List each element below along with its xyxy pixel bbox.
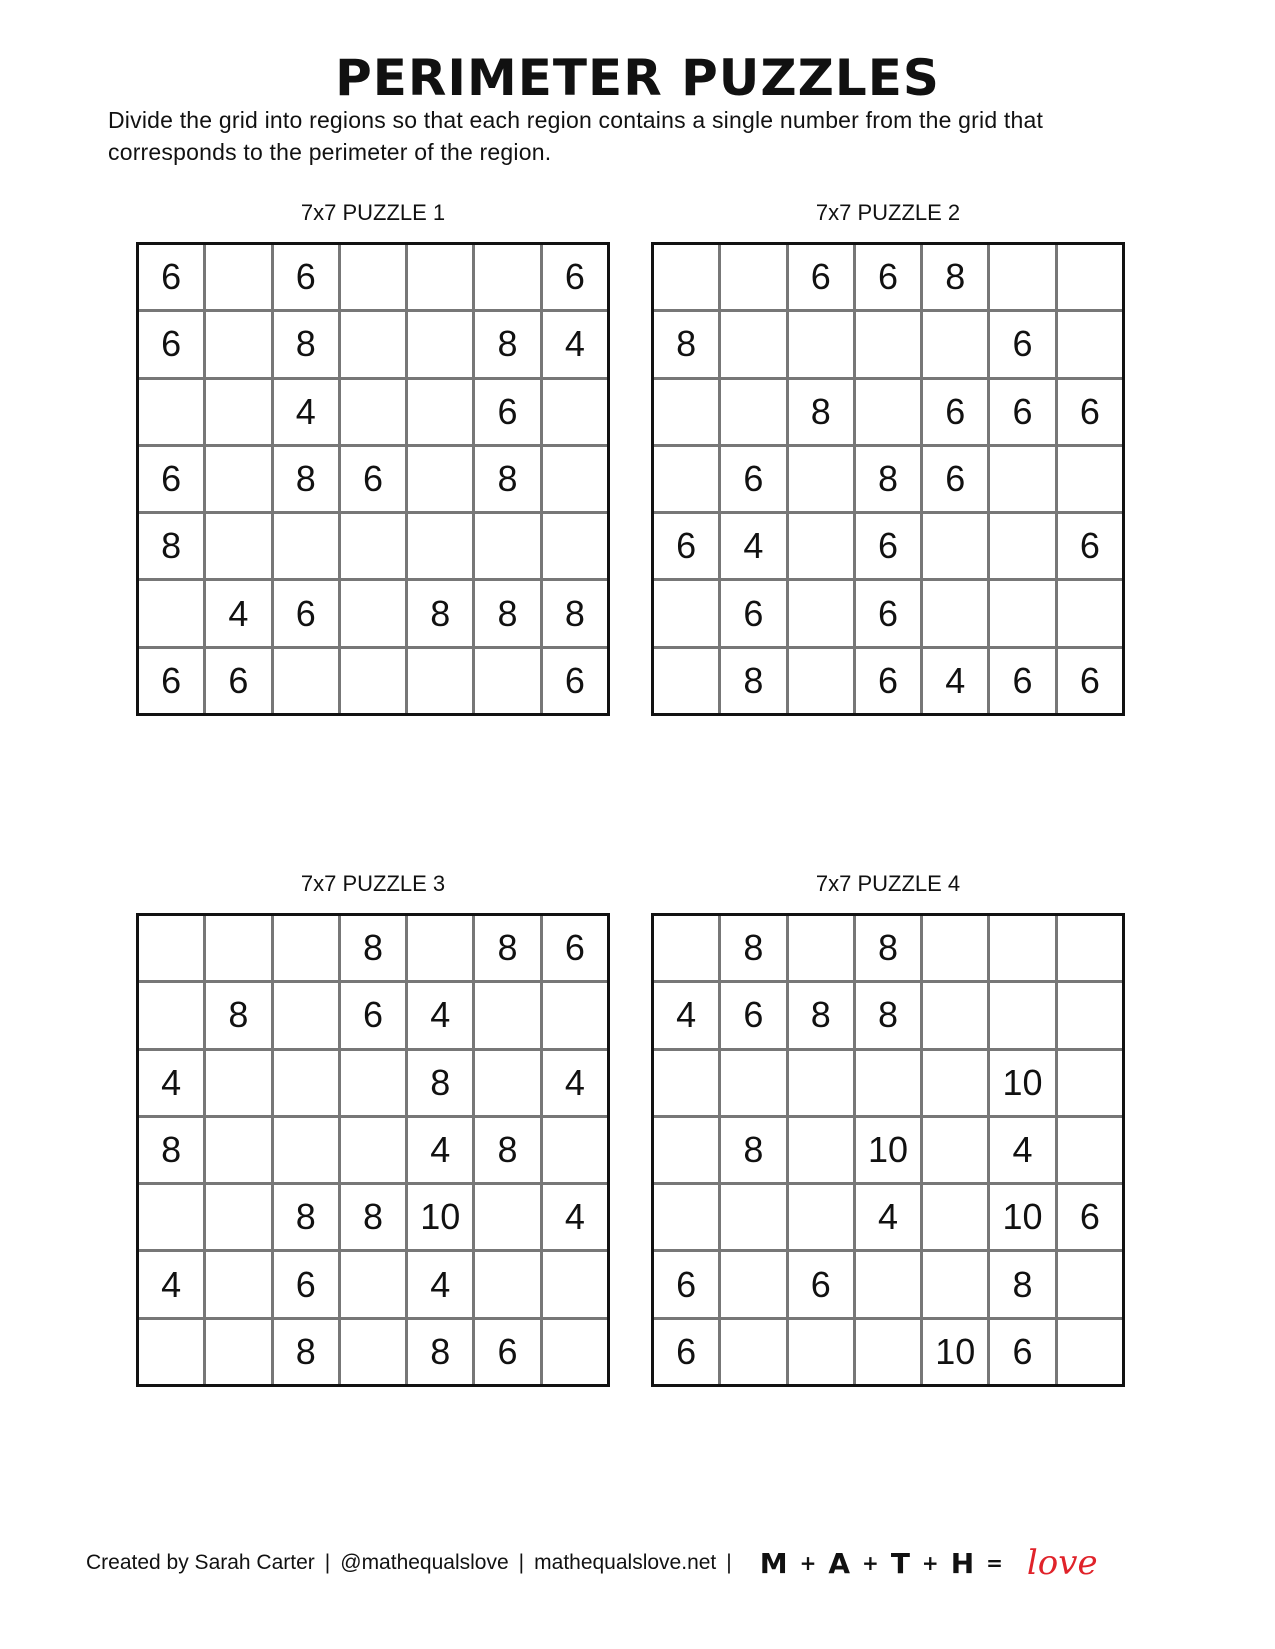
grid-cell bbox=[274, 649, 338, 713]
grid-cell: 10 bbox=[408, 1185, 472, 1249]
grid-cell bbox=[923, 1051, 987, 1115]
grid-cell: 6 bbox=[923, 447, 987, 511]
grid-cell bbox=[923, 312, 987, 376]
grid-cell: 4 bbox=[408, 1252, 472, 1316]
grid-cell bbox=[721, 1185, 785, 1249]
grid-cell: 8 bbox=[789, 380, 853, 444]
grid-cell bbox=[139, 983, 203, 1047]
grid-cell bbox=[206, 1252, 270, 1316]
brand-love-script: love bbox=[1026, 1543, 1098, 1583]
grid-cell: 6 bbox=[341, 447, 405, 511]
grid-cell bbox=[341, 245, 405, 309]
grid-cell bbox=[206, 380, 270, 444]
grid-cell bbox=[408, 380, 472, 444]
grid-cell bbox=[139, 1320, 203, 1384]
grid-cell: 8 bbox=[789, 983, 853, 1047]
brand-letter-m: M bbox=[759, 1546, 788, 1580]
puzzle-grid bbox=[651, 242, 1125, 716]
grid-cell bbox=[923, 1118, 987, 1182]
grid-cell bbox=[1058, 1252, 1122, 1316]
grid-cell bbox=[139, 916, 203, 980]
grid-cell bbox=[990, 514, 1054, 578]
grid-cell: 4 bbox=[408, 1118, 472, 1182]
grid-cell: 10 bbox=[990, 1185, 1054, 1249]
grid-cell bbox=[990, 983, 1054, 1047]
grid-cell bbox=[856, 1252, 920, 1316]
grid-cell: 8 bbox=[206, 983, 270, 1047]
grid-cell: 8 bbox=[654, 312, 718, 376]
grid-cell bbox=[408, 514, 472, 578]
grid-cell: 10 bbox=[923, 1320, 987, 1384]
grid-cell: 6 bbox=[856, 581, 920, 645]
grid-cell: 6 bbox=[856, 649, 920, 713]
grid-cell bbox=[1058, 983, 1122, 1047]
puzzle-label: 7x7 PUZZLE 2 bbox=[815, 200, 961, 225]
grid-cell bbox=[341, 1320, 405, 1384]
grid-cell bbox=[341, 1051, 405, 1115]
grid-cell: 6 bbox=[856, 514, 920, 578]
grid-cell: 8 bbox=[408, 581, 472, 645]
brand-equals: = bbox=[986, 1551, 1003, 1575]
grid-cell: 6 bbox=[475, 1320, 539, 1384]
footer bbox=[86, 1543, 1206, 1583]
footer-separator: | bbox=[518, 1551, 525, 1574]
grid-cell bbox=[475, 514, 539, 578]
puzzle-2 bbox=[651, 200, 1125, 716]
brand-plus: + bbox=[799, 1551, 817, 1575]
grid-cell: 6 bbox=[789, 245, 853, 309]
grid-cell bbox=[923, 983, 987, 1047]
grid-cell: 6 bbox=[654, 514, 718, 578]
grid-cell: 6 bbox=[856, 245, 920, 309]
grid-cell bbox=[990, 447, 1054, 511]
grid-cell bbox=[475, 1185, 539, 1249]
grid-cell: 6 bbox=[1058, 649, 1122, 713]
grid-cell: 8 bbox=[856, 983, 920, 1047]
grid-cell bbox=[341, 1118, 405, 1182]
grid-cell: 4 bbox=[543, 1051, 607, 1115]
grid-cell: 8 bbox=[341, 916, 405, 980]
grid-cell bbox=[341, 380, 405, 444]
grid-cell bbox=[654, 916, 718, 980]
grid-cell bbox=[408, 312, 472, 376]
grid-cell bbox=[654, 649, 718, 713]
brand-logo bbox=[760, 1543, 1098, 1583]
grid-cell: 8 bbox=[475, 1118, 539, 1182]
puzzle-grid bbox=[651, 913, 1125, 1387]
grid-cell bbox=[721, 1320, 785, 1384]
grid-cell bbox=[139, 1185, 203, 1249]
grid-cell: 6 bbox=[475, 380, 539, 444]
grid-cell: 8 bbox=[475, 581, 539, 645]
grid-cell: 8 bbox=[543, 581, 607, 645]
grid-cell bbox=[923, 1252, 987, 1316]
grid-cell bbox=[206, 312, 270, 376]
grid-cell: 6 bbox=[721, 581, 785, 645]
grid-cell bbox=[923, 1185, 987, 1249]
grid-cell: 4 bbox=[408, 983, 472, 1047]
grid-cell bbox=[1058, 447, 1122, 511]
grid-cell bbox=[341, 312, 405, 376]
grid-cell: 6 bbox=[990, 649, 1054, 713]
grid-cell bbox=[654, 1185, 718, 1249]
grid-cell: 6 bbox=[721, 983, 785, 1047]
grid-cell: 6 bbox=[543, 649, 607, 713]
grid-cell bbox=[654, 245, 718, 309]
grid-cell: 8 bbox=[856, 916, 920, 980]
grid-cell bbox=[206, 1185, 270, 1249]
grid-cell: 4 bbox=[721, 514, 785, 578]
grid-cell bbox=[1058, 1118, 1122, 1182]
brand-letter-t: T bbox=[890, 1546, 910, 1580]
grid-cell: 4 bbox=[543, 1185, 607, 1249]
grid-cell: 6 bbox=[990, 312, 1054, 376]
grid-cell bbox=[721, 380, 785, 444]
grid-cell: 6 bbox=[341, 983, 405, 1047]
grid-cell: 4 bbox=[543, 312, 607, 376]
grid-cell bbox=[990, 245, 1054, 309]
grid-cell bbox=[789, 1051, 853, 1115]
brand-plus: + bbox=[862, 1551, 879, 1575]
brand-letter-a: A bbox=[828, 1546, 851, 1580]
grid-cell bbox=[206, 916, 270, 980]
instructions: Divide the grid into regions so that each region contains a single number from the grid that corresponds to the perimeter of the region. bbox=[108, 107, 1044, 165]
grid-cell bbox=[475, 245, 539, 309]
grid-cell bbox=[408, 245, 472, 309]
grid-cell bbox=[789, 1185, 853, 1249]
grid-cell: 6 bbox=[990, 1320, 1054, 1384]
grid-cell: 8 bbox=[721, 649, 785, 713]
grid-cell bbox=[274, 1118, 338, 1182]
puzzle-4 bbox=[651, 871, 1125, 1387]
grid-cell bbox=[408, 447, 472, 511]
grid-cell bbox=[856, 1051, 920, 1115]
puzzle-label: 7x7 PUZZLE 4 bbox=[815, 871, 961, 896]
grid-cell bbox=[856, 380, 920, 444]
grid-cell: 8 bbox=[721, 916, 785, 980]
grid-cell bbox=[543, 983, 607, 1047]
brand-plus: + bbox=[921, 1551, 939, 1575]
grid-cell: 6 bbox=[923, 380, 987, 444]
grid-cell: 4 bbox=[856, 1185, 920, 1249]
grid-cell bbox=[1058, 916, 1122, 980]
grid-cell bbox=[856, 312, 920, 376]
grid-cell: 4 bbox=[139, 1252, 203, 1316]
grid-cell bbox=[721, 1252, 785, 1316]
puzzle-1 bbox=[136, 200, 610, 716]
grid-cell bbox=[789, 312, 853, 376]
grid-cell bbox=[543, 447, 607, 511]
grid-cell bbox=[206, 245, 270, 309]
grid-cell bbox=[139, 380, 203, 444]
footer-credit: Created by Sarah Carter bbox=[86, 1551, 315, 1574]
footer-handle: @mathequalslove bbox=[340, 1551, 509, 1574]
grid-cell bbox=[408, 649, 472, 713]
grid-cell bbox=[721, 312, 785, 376]
grid-cell bbox=[475, 983, 539, 1047]
grid-cell bbox=[206, 514, 270, 578]
grid-cell bbox=[923, 581, 987, 645]
grid-cell: 10 bbox=[856, 1118, 920, 1182]
grid-cell bbox=[543, 1320, 607, 1384]
grid-cell bbox=[274, 916, 338, 980]
grid-cell: 8 bbox=[475, 916, 539, 980]
grid-cell: 8 bbox=[475, 447, 539, 511]
grid-cell bbox=[1058, 1320, 1122, 1384]
grid-cell bbox=[341, 1252, 405, 1316]
brand-letter-h: H bbox=[950, 1546, 975, 1580]
grid-cell: 6 bbox=[1058, 514, 1122, 578]
grid-cell bbox=[206, 1118, 270, 1182]
puzzle-3 bbox=[136, 871, 610, 1387]
grid-cell bbox=[654, 447, 718, 511]
grid-cell bbox=[274, 1051, 338, 1115]
puzzle-grid bbox=[136, 242, 610, 716]
grid-cell: 6 bbox=[1058, 1185, 1122, 1249]
grid-cell: 4 bbox=[923, 649, 987, 713]
grid-cell: 10 bbox=[990, 1051, 1054, 1115]
grid-cell: 6 bbox=[721, 447, 785, 511]
grid-cell: 8 bbox=[721, 1118, 785, 1182]
grid-cell: 8 bbox=[274, 447, 338, 511]
grid-cell: 6 bbox=[543, 916, 607, 980]
grid-cell bbox=[721, 1051, 785, 1115]
footer-separator: | bbox=[324, 1551, 331, 1574]
grid-cell: 6 bbox=[139, 312, 203, 376]
grid-cell: 4 bbox=[206, 581, 270, 645]
grid-cell bbox=[543, 380, 607, 444]
grid-cell bbox=[856, 1320, 920, 1384]
grid-cell bbox=[1058, 312, 1122, 376]
grid-cell: 8 bbox=[274, 1185, 338, 1249]
grid-cell bbox=[789, 447, 853, 511]
grid-cell: 8 bbox=[990, 1252, 1054, 1316]
puzzle-grid bbox=[136, 913, 610, 1387]
grid-cell bbox=[206, 447, 270, 511]
grid-cell bbox=[789, 581, 853, 645]
grid-cell bbox=[274, 514, 338, 578]
grid-cell: 4 bbox=[274, 380, 338, 444]
grid-cell: 8 bbox=[139, 514, 203, 578]
grid-cell bbox=[274, 983, 338, 1047]
grid-cell bbox=[543, 1252, 607, 1316]
grid-cell bbox=[654, 581, 718, 645]
grid-cell bbox=[789, 1118, 853, 1182]
grid-cell: 8 bbox=[408, 1051, 472, 1115]
grid-cell bbox=[789, 514, 853, 578]
grid-cell bbox=[543, 1118, 607, 1182]
grid-cell: 6 bbox=[654, 1252, 718, 1316]
puzzle-label: 7x7 PUZZLE 1 bbox=[300, 200, 446, 225]
grid-cell bbox=[206, 1051, 270, 1115]
grid-cell bbox=[341, 581, 405, 645]
grid-cell bbox=[923, 514, 987, 578]
grid-cell: 8 bbox=[139, 1118, 203, 1182]
grid-cell: 4 bbox=[990, 1118, 1054, 1182]
grid-cell: 8 bbox=[274, 1320, 338, 1384]
grid-cell bbox=[475, 1051, 539, 1115]
grid-cell: 6 bbox=[139, 245, 203, 309]
grid-cell bbox=[990, 916, 1054, 980]
grid-cell: 6 bbox=[789, 1252, 853, 1316]
grid-cell: 4 bbox=[654, 983, 718, 1047]
grid-cell bbox=[475, 649, 539, 713]
puzzle-label: 7x7 PUZZLE 3 bbox=[300, 871, 446, 896]
grid-cell bbox=[408, 916, 472, 980]
grid-cell: 8 bbox=[341, 1185, 405, 1249]
grid-cell: 8 bbox=[856, 447, 920, 511]
grid-cell: 6 bbox=[274, 1252, 338, 1316]
grid-cell: 6 bbox=[990, 380, 1054, 444]
grid-cell: 8 bbox=[408, 1320, 472, 1384]
grid-cell bbox=[1058, 581, 1122, 645]
grid-cell bbox=[341, 649, 405, 713]
grid-cell: 6 bbox=[543, 245, 607, 309]
grid-cell bbox=[789, 649, 853, 713]
grid-cell: 6 bbox=[274, 581, 338, 645]
grid-cell: 4 bbox=[139, 1051, 203, 1115]
footer-separator: | bbox=[726, 1551, 732, 1574]
grid-cell bbox=[789, 1320, 853, 1384]
grid-cell: 8 bbox=[274, 312, 338, 376]
grid-cell bbox=[923, 916, 987, 980]
grid-cell bbox=[1058, 1051, 1122, 1115]
grid-cell: 6 bbox=[139, 649, 203, 713]
footer-site: mathequalslove.net bbox=[534, 1551, 717, 1574]
grid-cell bbox=[475, 1252, 539, 1316]
grid-cell: 6 bbox=[206, 649, 270, 713]
page-title: PERIMETER PUZZLES bbox=[335, 49, 940, 107]
grid-cell: 8 bbox=[923, 245, 987, 309]
grid-cell bbox=[1058, 245, 1122, 309]
grid-cell bbox=[543, 514, 607, 578]
grid-cell bbox=[789, 916, 853, 980]
grid-cell bbox=[721, 245, 785, 309]
grid-cell: 6 bbox=[1058, 380, 1122, 444]
grid-cell: 6 bbox=[654, 1320, 718, 1384]
grid-cell bbox=[341, 514, 405, 578]
grid-cell bbox=[139, 581, 203, 645]
grid-cell: 6 bbox=[274, 245, 338, 309]
grid-cell bbox=[654, 1051, 718, 1115]
grid-cell bbox=[990, 581, 1054, 645]
grid-cell bbox=[206, 1320, 270, 1384]
grid-cell: 8 bbox=[475, 312, 539, 376]
grid-cell bbox=[654, 380, 718, 444]
grid-cell: 6 bbox=[139, 447, 203, 511]
grid-cell bbox=[654, 1118, 718, 1182]
